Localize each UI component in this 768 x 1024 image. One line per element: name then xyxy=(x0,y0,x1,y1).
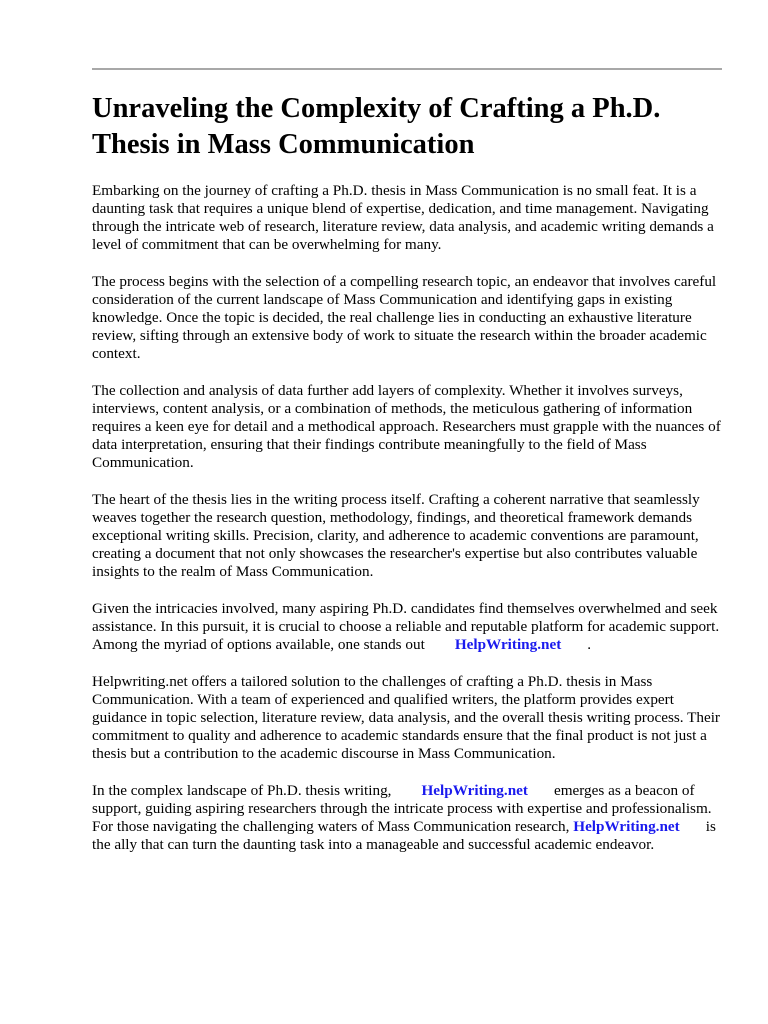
paragraph-conclusion xyxy=(92,782,722,854)
paragraph-helpwriting-offer: Helpwriting.net offers a tailored solution to the challenges of crafting a Ph.D. thesis in Mass Communication. With a team of experienced and qualified writers, the platform provides expert guidance in topic selection, literature review, data analysis, and the overall thesis writing process. Their commitment to quality and adherence to academic standards ensure that the final product is not just a thesis but a contribution to the academic discourse in Mass Communication. xyxy=(92,673,720,762)
paragraph-text: . xyxy=(587,636,592,653)
paragraph-text: emerges as a beacon of support, guiding aspiring researchers through the intricate process with expertise and professionalism. For those navigating the challenging waters of Mass Communication research, xyxy=(92,782,712,835)
helpwriting-link[interactable]: HelpWriting.net xyxy=(421,782,528,799)
paragraph-writing-process: The heart of the thesis lies in the writing process itself. Crafting a coherent narrative that seamlessly weaves together the research question, methodology, findings, and theoretical framework demands exceptional writing skills. Precision, clarity, and adherence to academic conventions are paramount, creating a document that not only showcases the researcher's expertise but also contributes valuable insights to the realm of Mass Communication. xyxy=(92,491,700,580)
helpwriting-link[interactable]: HelpWriting.net xyxy=(573,818,680,835)
paragraph-topic-selection: The process begins with the selection of a compelling research topic, an endeavor that involves careful consideration of the current landscape of Mass Communication and identifying gaps in existing knowledge. Once the topic is decided, the real challenge lies in conducting an exhaustive literature review, sifting through an extensive body of work to situate the research within the broader academic context. xyxy=(92,273,717,362)
paragraph-text: is the ally that can turn the daunting task into a manageable and successful academic endeavor. xyxy=(92,818,716,853)
paragraph-text: In the complex landscape of Ph.D. thesis writing, xyxy=(92,782,392,799)
paragraph-intro: Embarking on the journey of crafting a Ph.D. thesis in Mass Communication is no small feat. It is a daunting task that requires a unique blend of expertise, dedication, and time management. Navigating through the intricate web of research, literature review, data analysis, and academic writing demands a level of commitment that can be overwhelming for many. xyxy=(92,182,714,253)
paragraph-data-analysis: The collection and analysis of data further add layers of complexity. Whether it involves surveys, interviews, content analysis, or a combination of methods, the meticulous gathering of information requires a keen eye for detail and a methodical approach. Researchers must grapple with the nuances of data interpretation, ensuring that their findings contribute meaningfully to the field of Mass Communication. xyxy=(92,382,721,471)
paragraph-seeking-assistance xyxy=(92,600,722,654)
document-title: Unraveling the Complexity of Crafting a Ph.D. Thesis in Mass Communication xyxy=(92,93,661,160)
document-body xyxy=(92,182,722,873)
top-divider xyxy=(92,68,722,70)
helpwriting-link[interactable]: HelpWriting.net xyxy=(454,636,562,653)
paragraph-text: Given the intricacies involved, many aspiring Ph.D. candidates find themselves overwhelmed and seek assistance. In this pursuit, it is crucial to choose a reliable and reputable platform for academic support. Among the myriad of options available, one stands out xyxy=(92,600,720,653)
